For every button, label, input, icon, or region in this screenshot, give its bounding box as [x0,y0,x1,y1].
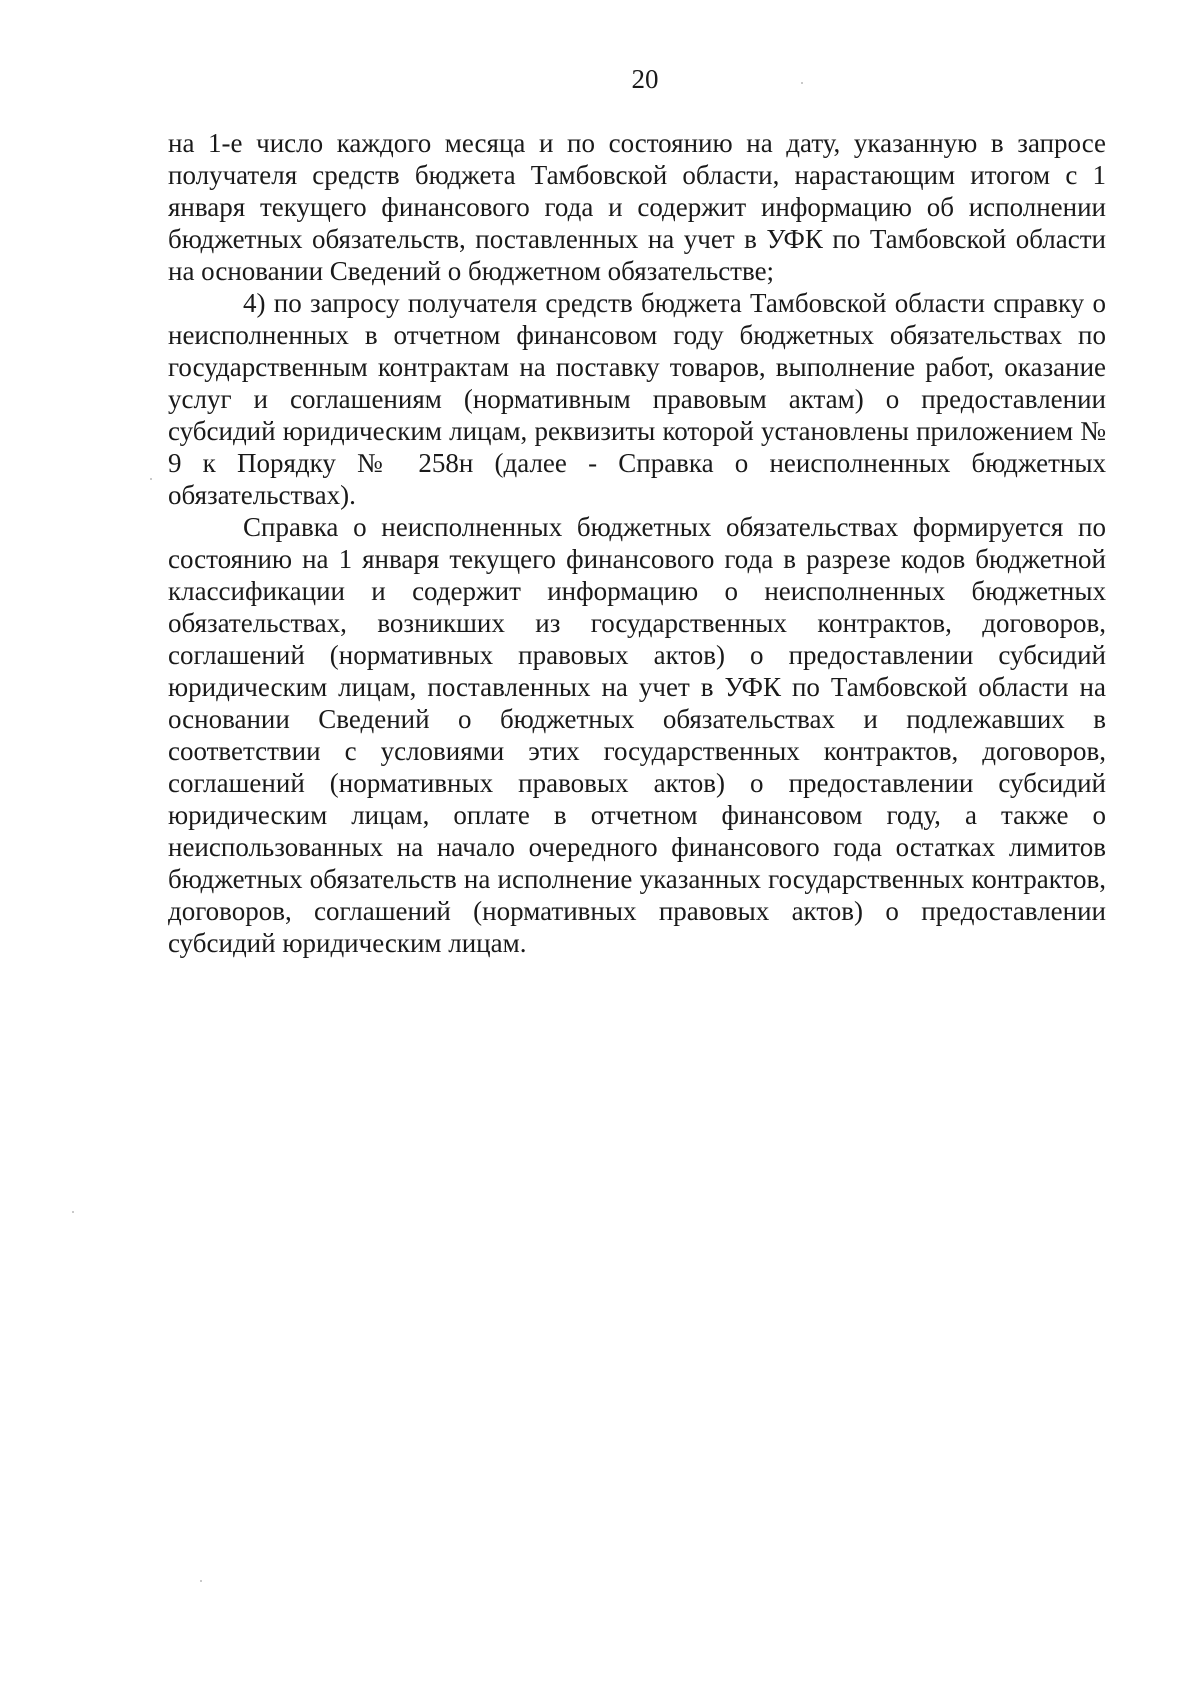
scan-speck [72,1211,74,1213]
paragraph-certificate-description: Справка о неисполненных бюджетных обязательствах формируется по состоянию на 1 января текущего финансового года в разрезе кодов бюджетной классификации и содержит информацию о неисполненных бюджетных обязательствах, возникших из государственных контрактов, договоров, соглашений (нормативных правовых актов) о предоставлении субсидий юридическим лицам, поставленных на учет в УФК по Тамбовской области на основании Сведений о бюджетных обязательствах и подлежавших в соответствии с условиями этих государственных контрактов, договоров, соглашений (нормативных правовых актов) о предоставлении субсидий юридическим лицам, оплате в отчетном финансовом году, а также о неиспользованных на начало очередного финансового года остатках лимитов бюджетных обязательств на исполнение указанных государственных контрактов, договоров, соглашений (нормативных правовых актов) о предоставлении субсидий юридическим лицам. [168,512,1106,958]
scan-speck [200,1580,202,1582]
document-body [168,127,1106,959]
page-number: 20 [631,64,659,94]
paragraph-continuation: на 1-е число каждого месяца и по состоянию на дату, указанную в запросе получателя средств бюджета Тамбовской области, нарастающим итогом с 1 января текущего финансового года и содержит информацию об исполнении бюджетных обязательств, поставленных на учет в УФК по Тамбовской области на основании Сведений о бюджетном обязательстве; [168,128,1106,286]
scan-speck [801,82,803,84]
scan-speck [150,478,152,480]
paragraph-item-4: 4) по запросу получателя средств бюджета Тамбовской области справку о неисполненных в отчетном финансовом году бюджетных обязательствах по государственным контрактам на поставку товаров, выполнение работ, оказание услуг и соглашениям (нормативным правовым актам) о предоставлении субсидий юридическим лицам, реквизиты которой установлены приложением № 9 к Порядку № 258н (далее - Справка о неисполненных бюджетных обязательствах). [168,288,1106,510]
